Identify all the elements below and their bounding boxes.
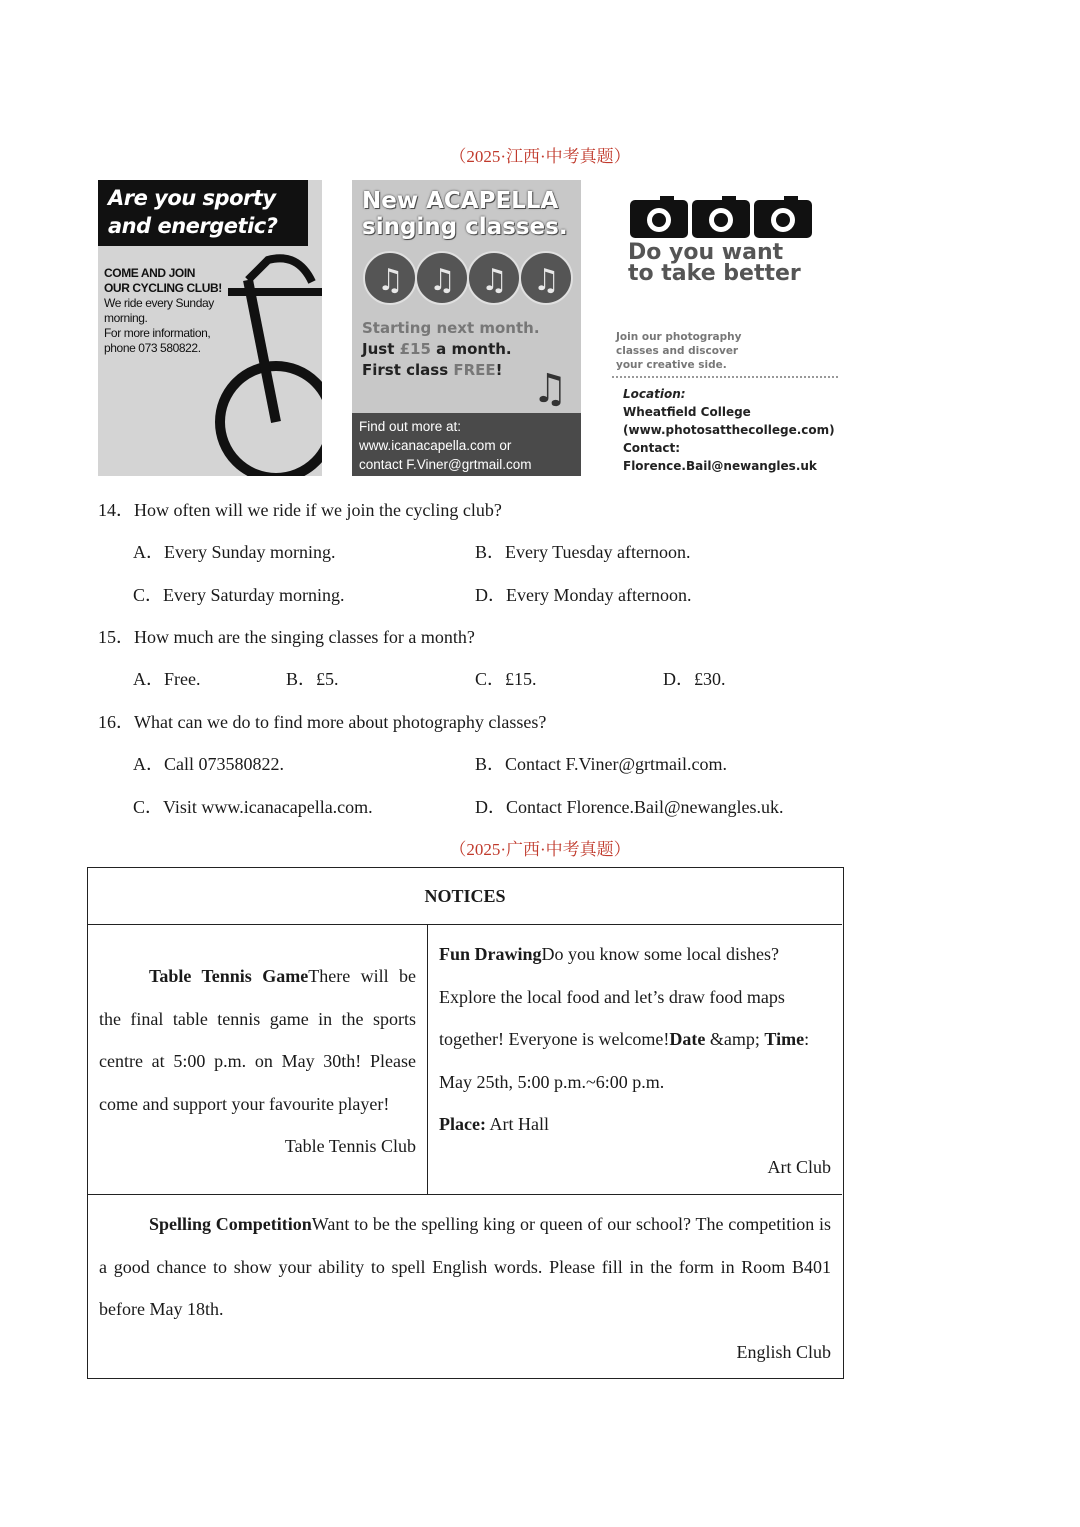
dotted-divider [612, 376, 838, 378]
time-colon: : [804, 1029, 810, 1049]
acapella-line2 [362, 339, 540, 360]
q15-option-c[interactable]: C．£15. [475, 669, 537, 689]
spelling-notice [88, 1195, 842, 1377]
spelling-heading: Spelling Competition [149, 1214, 312, 1234]
acapella-footer2: www.icanacapella.com or [359, 438, 512, 453]
notices-table [87, 867, 844, 1379]
fun-drawing-text [439, 933, 831, 1061]
svg-text:♫: ♫ [533, 263, 560, 298]
source-label-jiangxi: （2025·江西·中考真题） [449, 147, 631, 166]
acapella-footer1: Find out more at: [359, 419, 462, 434]
acapella-line2-a: Just [362, 340, 400, 358]
camera-icons [630, 194, 820, 240]
acapella-title-line1: New ACAPELLA [362, 188, 559, 214]
table-tennis-body: There will be the final table tennis game in the sports centre at 5:00 p.m. on May 30th! Please come and support your favourite player! [99, 966, 416, 1114]
acapella-line1: Starting next month. [362, 319, 540, 337]
photo-sub2: classes and discover [616, 345, 739, 357]
acapella-line3 [362, 360, 540, 381]
music-note-bubbles-icon [362, 248, 577, 314]
table-tennis-notice [88, 925, 428, 1195]
question-15: 15．How much are the singing classes for a month? [98, 627, 475, 647]
acapella-footer [352, 413, 581, 476]
acapella-info [362, 318, 540, 381]
acapella-line2-b: a month. [430, 340, 512, 358]
photo-location-value: Wheatfield College [623, 405, 751, 419]
svg-text:♫: ♫ [377, 263, 404, 298]
photo-title-line1: Do you want [628, 240, 784, 265]
q15-option-b[interactable]: B．£5. [286, 669, 339, 689]
notices-title: NOTICES [88, 868, 842, 925]
cycling-headline [98, 180, 308, 246]
cycling-headline-line1: Are you sporty [108, 186, 276, 210]
svg-text:♫: ♫ [481, 263, 508, 298]
cycling-line6: phone 073 580822. [104, 341, 201, 355]
spelling-sign: English Club [736, 1341, 831, 1362]
place-value: Art Hall [485, 1114, 549, 1134]
svg-text:♫: ♫ [532, 366, 568, 408]
fun-drawing-place [439, 1103, 831, 1146]
question-14: 14．How often will we ride if we join the cycling club? [98, 500, 502, 520]
table-tennis-heading: Table Tennis Game [149, 966, 309, 986]
acapella-title-line2: singing classes. [362, 214, 568, 240]
question-16: 16．What can we do to find more about photography classes? [98, 712, 547, 732]
photo-title-line2: to take better [628, 261, 801, 286]
photo-contact-label: Contact: [623, 441, 681, 455]
photo-location [623, 385, 835, 475]
acapella-poster [352, 180, 581, 476]
music-note-icon [530, 364, 576, 408]
cycling-headline-line2: and energetic? [108, 214, 278, 238]
photo-title [628, 242, 801, 284]
q14-option-b[interactable]: B．Every Tuesday afternoon. [475, 542, 691, 562]
acapella-title [362, 188, 572, 240]
table-tennis-sign: Table Tennis Club [284, 1136, 416, 1156]
fun-drawing-notice [428, 925, 842, 1195]
cycling-club-poster [98, 180, 322, 476]
acapella-price: £15 [399, 340, 431, 358]
place-label: Place: [439, 1114, 486, 1134]
q16-option-b[interactable]: B．Contact F.Viner@grtmail.com. [475, 754, 728, 774]
cycling-line4: morning. [104, 311, 148, 325]
fun-drawing-heading: Fun Drawing [439, 944, 542, 964]
q15-option-a[interactable]: A．Free. [133, 669, 201, 689]
cycling-line1: COME AND JOIN [104, 266, 196, 280]
photo-sub1: Join our photography [616, 331, 742, 343]
q14-option-d[interactable]: D．Every Monday afternoon. [475, 585, 692, 605]
q14-option-c[interactable]: C．Every Saturday morning. [133, 585, 345, 605]
acapella-line3-b: ! [495, 361, 503, 379]
q16-option-a[interactable]: A．Call 073580822. [133, 754, 284, 774]
photo-subtext [616, 330, 741, 372]
cycling-line3: We ride every Sunday [104, 296, 214, 310]
photography-poster [612, 180, 844, 476]
spelling-text [99, 1203, 831, 1331]
q16-option-d[interactable]: D．Contact Florence.Bail@newangles.uk. [475, 797, 784, 817]
source-label-guangxi: （2025·广西·中考真题） [449, 840, 631, 859]
fun-drawing-date: May 25th, 5:00 p.m.~6:00 p.m. [439, 1071, 665, 1092]
q16-option-c[interactable]: C．Visit www.icanacapella.com. [133, 797, 373, 817]
q15-option-d[interactable]: D．£30. [663, 669, 726, 689]
svg-text:♫: ♫ [429, 263, 456, 298]
fun-drawing-body: Do you know some local dishes? Explore the local food and let’s draw food maps together! Everyone is welcome! [439, 944, 785, 1049]
acapella-free: FREE [453, 361, 496, 379]
time-label: Time [764, 1029, 805, 1049]
photo-sub3: your creative side. [616, 359, 727, 371]
fun-drawing-sign: Art Club [767, 1156, 831, 1177]
photo-contact-value: Florence.Bail@newangles.uk [623, 459, 817, 473]
cycling-line2: OUR CYCLING CLUB! [104, 281, 222, 295]
cycling-line5: For more information, [104, 326, 211, 340]
acapella-footer3: contact F.Viner@grtmail.com [359, 457, 532, 472]
photo-location-label: Location: [623, 387, 686, 401]
cycling-body [104, 266, 244, 356]
photo-location-url: (www.photosatthecollege.com) [623, 423, 835, 437]
acapella-line3-a: First class [362, 361, 454, 379]
date-label: Date [669, 1029, 706, 1049]
table-tennis-text [99, 955, 416, 1125]
q14-option-a[interactable]: A．Every Sunday morning. [133, 542, 336, 562]
amp-text: &amp; [705, 1029, 765, 1049]
spelling-body: Want to be the spelling king or queen of our school? The competition is a good chance to show your ability to spell English words. Please fill in the form in Room B401 before May 18th. [99, 1214, 831, 1319]
